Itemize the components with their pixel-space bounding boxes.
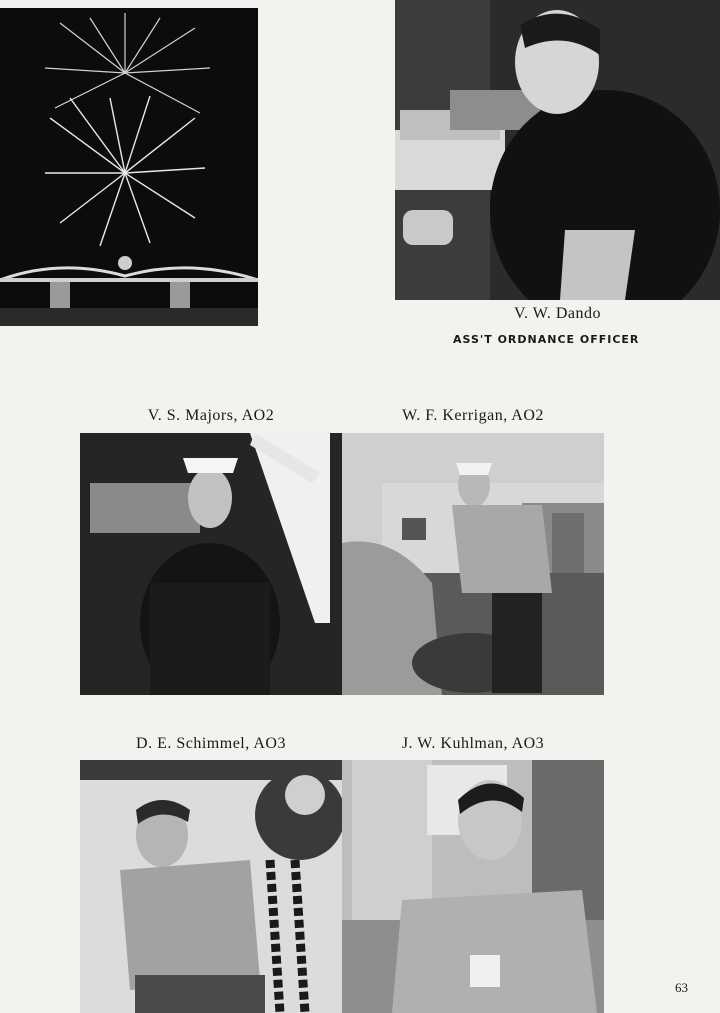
kuhlman-name: J. W. Kuhlman, AO3	[401, 735, 545, 752]
dando-photo	[395, 0, 720, 300]
dando-title: ASS'T ORDNANCE OFFICER	[453, 333, 640, 346]
kuhlman-photo	[342, 760, 604, 1013]
page-number: 63	[675, 980, 688, 995]
kuhlman-image	[342, 760, 604, 1013]
schimmel-name: D. E. Schimmel, AO3	[136, 735, 286, 752]
kerrigan-image	[342, 433, 604, 695]
kerrigan-name: W. F. Kerrigan, AO2	[402, 407, 544, 424]
schimmel-image	[80, 760, 342, 1013]
majors-image	[80, 433, 342, 695]
fireworks-photo	[0, 8, 258, 326]
dando-name: V. W. Dando	[514, 305, 601, 322]
fireworks-image	[0, 8, 258, 326]
majors-name: V. S. Majors, AO2	[147, 407, 275, 424]
schimmel-photo	[80, 760, 342, 1013]
majors-photo	[80, 433, 342, 695]
dando-image	[395, 0, 720, 300]
kerrigan-photo	[342, 433, 604, 695]
